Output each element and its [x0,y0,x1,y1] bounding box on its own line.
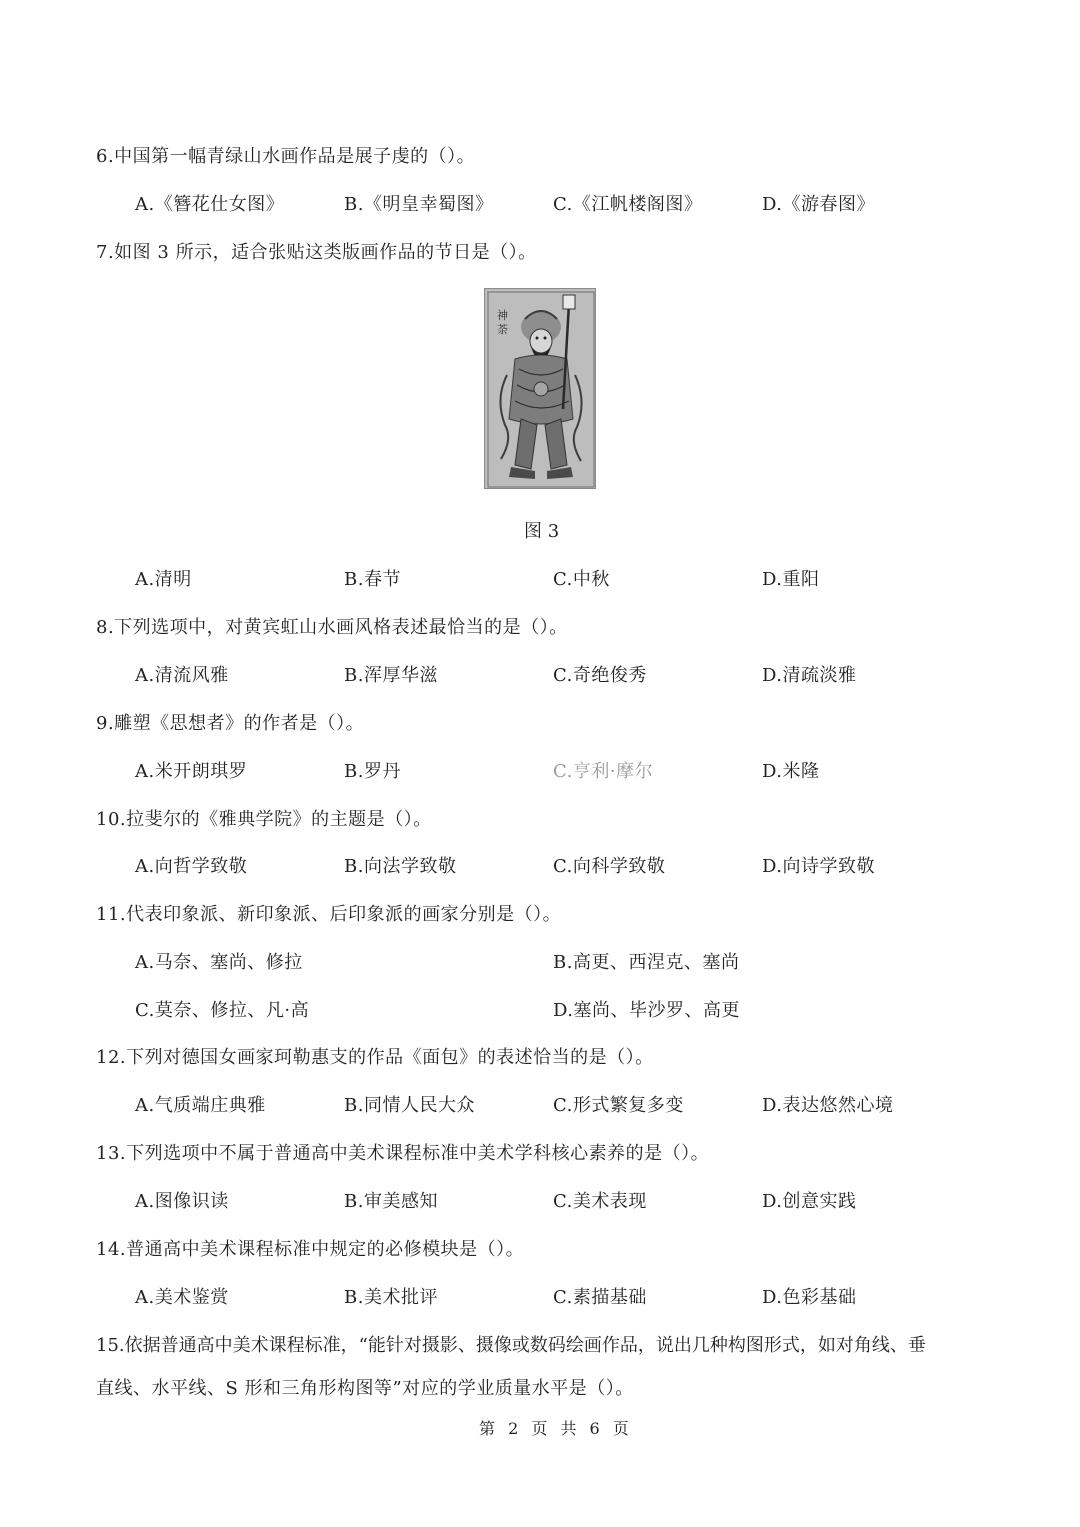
question-8-stem: 8.下列选项中，对黄宾虹山水画风格表述最恰当的是（）。 [96,617,568,638]
question-15-stem-line-1: 15.依据普通高中美术课程标准，“能针对摄影、摄像或数码绘画作品，说出几种构图形式，如对角线、垂 [96,1335,926,1356]
question-9-stem: 9.雕塑《思想者》的作者是（）。 [96,713,365,734]
question-6-option-a: A.《簪花仕女图》 [135,194,285,215]
question-7-option-c: C.中秋 [553,569,610,590]
question-14-option-a: A.美术鉴赏 [135,1287,229,1308]
door-god-illustration [485,289,596,489]
question-13-stem: 13.下列选项中不属于普通高中美术课程标准中美术学科核心素养的是（）。 [96,1143,710,1164]
question-13-option-d: D.创意实践 [762,1191,857,1212]
figure-caption: 图 3 [524,521,560,542]
inscription-glyph-2: 荼 [497,323,508,336]
question-14-option-d: D.色彩基础 [762,1287,857,1308]
inscription-glyph-1: 神 [497,309,508,322]
question-6-stem: 6.中国第一幅青绿山水画作品是展子虔的（）。 [96,146,476,167]
question-6-option-c: C.《江帆楼阁图》 [553,194,703,215]
question-9-option-b: B.罗丹 [344,761,401,782]
question-10-option-c: C.向科学致敬 [553,856,666,877]
question-11-option-a: A.马奈、塞尚、修拉 [135,952,303,973]
question-10-option-d: D.向诗学致敬 [762,856,876,877]
question-7-stem: 7.如图 3 所示，适合张贴这类版画作品的节日是（）。 [96,242,537,263]
question-9-option-d: D.米隆 [762,761,820,782]
question-12-option-d: D.表达悠然心境 [762,1095,894,1116]
page-number-footer: 第 2 页 共 6 页 [479,1419,633,1438]
question-13-option-a: A.图像识读 [135,1191,229,1212]
question-12-stem: 12.下列对德国女画家珂勒惠支的作品《面包》的表述恰当的是（）。 [96,1047,654,1068]
question-9-option-a: A.米开朗琪罗 [135,761,248,782]
question-7-option-b: B.春节 [344,569,401,590]
question-12-option-b: B.同情人民大众 [344,1095,475,1116]
question-14-stem: 14.普通高中美术课程标准中规定的必修模块是（）。 [96,1239,525,1260]
question-13-option-b: B.审美感知 [344,1191,438,1212]
question-7-option-a: A.清明 [135,569,192,590]
question-15-stem-line-2: 直线、水平线、S 形和三角形构图等”对应的学业质量水平是（）。 [96,1378,634,1399]
question-7-option-d: D.重阳 [762,569,820,590]
question-11-option-c: C.莫奈、修拉、凡·高 [135,1000,310,1021]
question-11-stem: 11.代表印象派、新印象派、后印象派的画家分别是（）。 [96,904,562,925]
question-6-option-d: D.《游春图》 [762,194,876,215]
question-8-option-a: A.清流风雅 [135,665,229,686]
question-8-option-d: D.清疏淡雅 [762,665,857,686]
question-12-option-a: A.气质端庄典雅 [135,1095,266,1116]
question-11-option-d: D.塞尚、毕沙罗、高更 [553,1000,741,1021]
question-8-option-c: C.奇绝俊秀 [553,665,647,686]
question-9-option-c: C.亨利·摩尔 [553,761,654,782]
question-13-option-c: C.美术表现 [553,1191,647,1212]
question-11-option-b: B.高更、西涅克、塞尚 [553,952,740,973]
question-8-option-b: B.浑厚华滋 [344,665,438,686]
question-12-option-c: C.形式繁复多变 [553,1095,684,1116]
figure-3-woodblock-print [484,288,596,489]
question-14-option-c: C.素描基础 [553,1287,647,1308]
question-6-option-b: B.《明皇幸蜀图》 [344,194,494,215]
question-10-option-a: A.向哲学致敬 [135,856,248,877]
question-14-option-b: B.美术批评 [344,1287,438,1308]
question-10-option-b: B.向法学致敬 [344,856,457,877]
question-10-stem: 10.拉斐尔的《雅典学院》的主题是（）。 [96,809,432,830]
